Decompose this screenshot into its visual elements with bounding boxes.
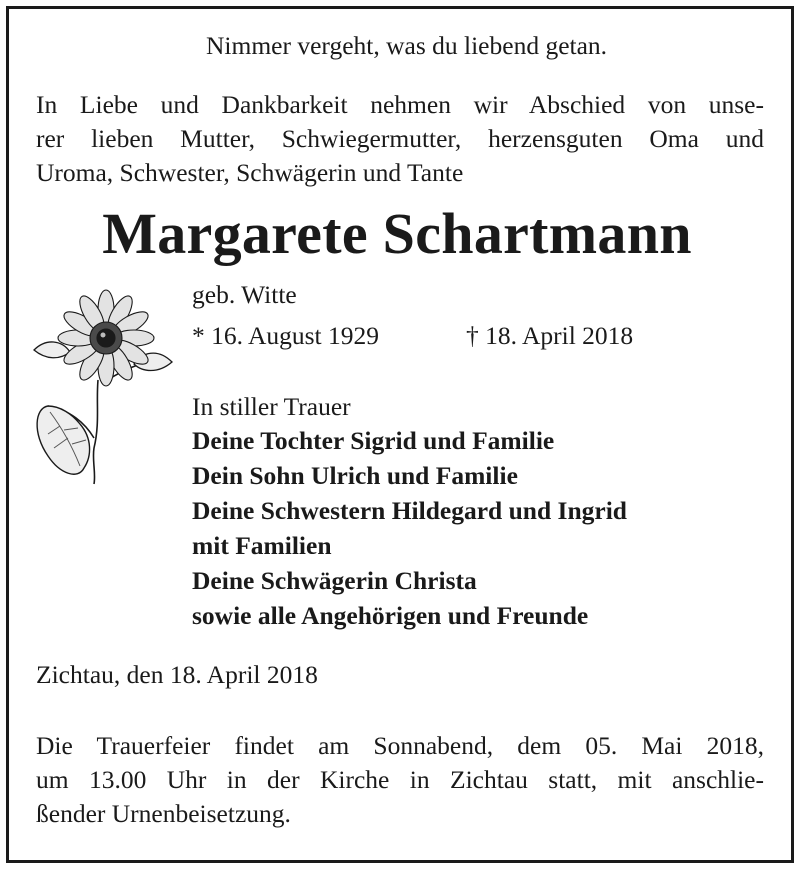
- motto: Nimmer vergeht, was du liebend getan.: [206, 31, 608, 60]
- maiden-name: geb. Witte: [192, 280, 297, 309]
- mourner-line: Deine Schwestern Hildegard und Ingrid: [192, 496, 627, 525]
- sunflower-icon: [30, 288, 180, 488]
- intro-line-1: In Liebe und Dankbarkeit nehmen wir Abschied von unse-: [36, 90, 764, 119]
- mourner-line: Deine Schwägerin Christa: [192, 566, 477, 595]
- place-date: Zichtau, den 18. April 2018: [36, 660, 318, 689]
- deceased-name: Margarete Schartmann: [102, 201, 692, 266]
- mourner-line: mit Familien: [192, 531, 332, 560]
- mourner-line: Dein Sohn Ulrich und Familie: [192, 461, 518, 490]
- mourner-line: sowie alle Angehörigen und Freunde: [192, 601, 589, 630]
- mourner-line: Deine Tochter Sigrid und Familie: [192, 426, 555, 455]
- intro-line-3: Uroma, Schwester, Schwägerin und Tante: [36, 158, 464, 187]
- birth-date: * 16. August 1929: [192, 321, 380, 350]
- funeral-line-2: um 13.00 Uhr in der Kirche in Zichtau statt, mit anschlie-: [36, 765, 764, 794]
- funeral-line-1: Die Trauerfeier findet am Sonnabend, dem 05. Mai 2018,: [36, 731, 764, 760]
- death-date: † 18. April 2018: [466, 321, 634, 350]
- mourners-heading: In stiller Trauer: [192, 392, 351, 421]
- funeral-line-3: ßender Urnenbeisetzung.: [36, 799, 291, 828]
- intro-line-2: rer lieben Mutter, Schwiegermutter, herzensguten Oma und: [36, 124, 764, 153]
